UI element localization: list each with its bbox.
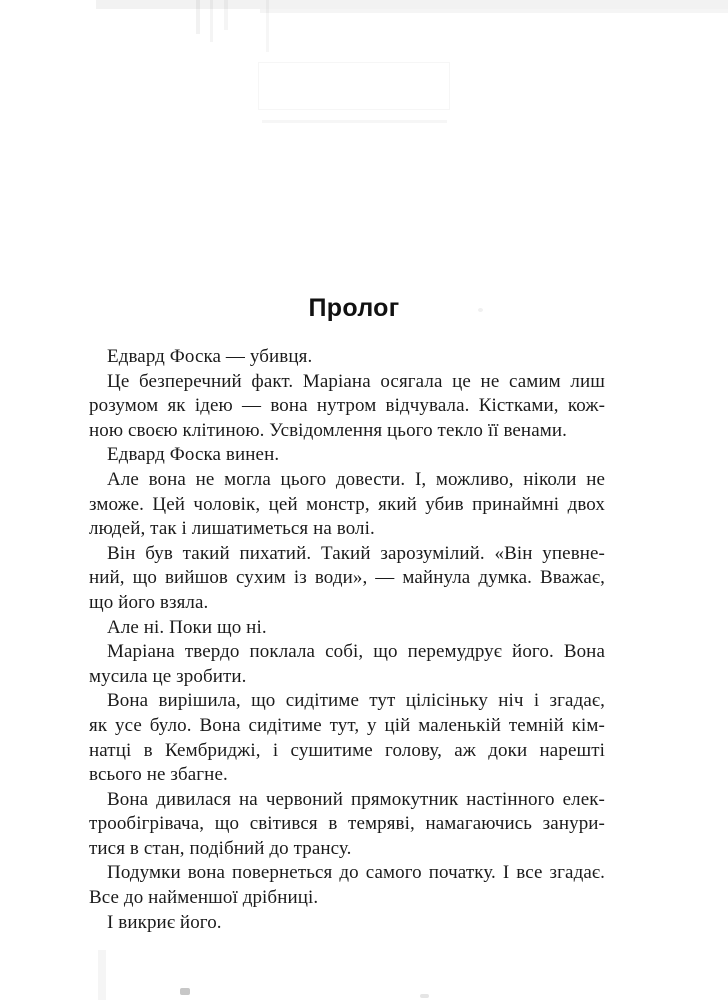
text-line: всього не збагне. — [89, 764, 228, 786]
text-line: Маріана твердо поклала собі, що перемудрує його. Вона — [107, 641, 605, 663]
paragraph — [89, 861, 605, 910]
scan-artifact-speck — [420, 994, 429, 998]
text-line: що його взяла. — [89, 591, 209, 613]
text-line: тися в стан, подібний до трансу. — [89, 837, 352, 859]
paragraph — [89, 689, 605, 787]
chapter-heading: Пролог — [308, 294, 400, 322]
text-line: І викриє його. — [107, 911, 222, 933]
scan-artifact-speck — [180, 988, 190, 995]
text-line: зможе. Цей чоловік, цей монстр, який убив принаймні двох — [89, 493, 605, 515]
scan-artifact-tick — [266, 0, 269, 52]
text-line: як усе було. Вона сидітиме тут, у цій маленькій темній кім- — [89, 714, 605, 736]
scan-artifact-top-strip — [260, 9, 728, 13]
text-line: Едвард Фоска — убивця. — [107, 346, 313, 367]
text-line: Але ні. Поки що ні. — [107, 616, 267, 638]
text-line: ний, що вийшов сухим із води», — майнула думка. Вважає, — [89, 567, 605, 589]
scan-artifact-top-strip — [96, 0, 728, 9]
body-text — [89, 345, 605, 935]
text-line: Він був такий пихатий. Такий зарозумілий. «Він упевне- — [107, 542, 605, 564]
text-line: Все до найменшої дрібниці. — [89, 887, 319, 909]
paragraph — [89, 640, 605, 689]
paragraph — [89, 468, 605, 542]
text-line: ною своєю клітиною. Усвідомлення цього текло її венами. — [89, 419, 567, 441]
text-line: Подумки вона повернеться до самого початку. І все згадає. — [107, 862, 605, 884]
scan-artifact-line — [262, 120, 447, 123]
paragraph — [89, 616, 605, 641]
paragraph — [89, 370, 605, 444]
scan-artifact-tick — [210, 0, 213, 42]
paragraph — [89, 443, 605, 468]
scan-artifact-box — [258, 62, 450, 110]
text-line: Вона дивилася на червоний прямокутник настінного елек- — [107, 788, 605, 810]
paragraph — [89, 345, 605, 370]
text-line: мусила це зробити. — [89, 665, 247, 687]
text-line: Едвард Фоска винен. — [107, 444, 280, 466]
text-line: Але вона не могла цього довести. І, можливо, ніколи не — [107, 468, 605, 490]
scan-artifact-edge — [98, 950, 106, 1000]
scan-artifact-tick — [224, 0, 228, 30]
paragraph — [89, 911, 605, 936]
paragraph — [89, 788, 605, 862]
text-line: розумом як ідею — вона нутром відчувала. Кістками, кож- — [89, 395, 605, 417]
text-line: трообігрівача, що світився в темряві, намагаючись занури- — [89, 813, 605, 835]
paragraph — [89, 542, 605, 616]
text-line: натці в Кембриджі, і сушитиме голову, аж доки нарешті — [89, 739, 605, 761]
text-line: Це безперечний факт. Маріана осягала це не самим лиш — [107, 370, 605, 392]
scan-artifact-tick — [196, 0, 200, 34]
text-line: Вона вирішила, що сидітиме тут цілісіньку ніч і згадає, — [107, 690, 605, 712]
text-line: людей, так і лишатиметься на волі. — [89, 518, 375, 540]
